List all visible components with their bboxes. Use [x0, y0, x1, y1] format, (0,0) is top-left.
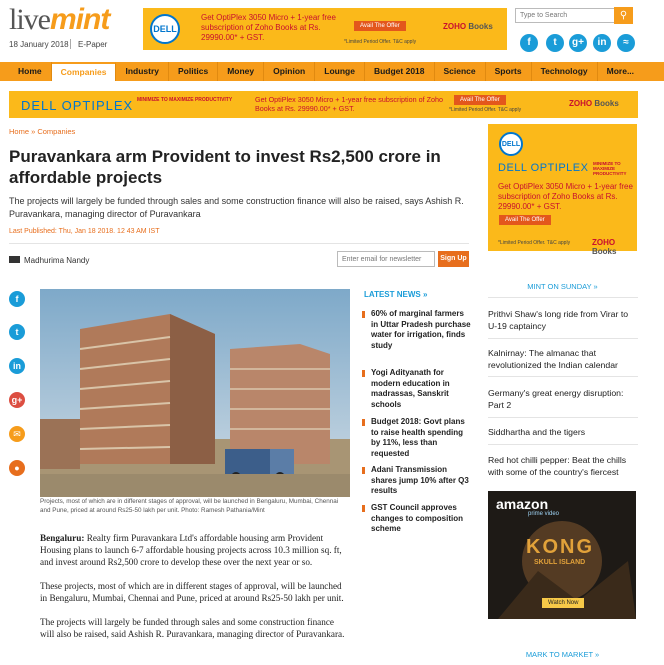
- article-photo: [40, 289, 350, 497]
- side-ad-fine: *Limited Period Offer. T&C apply: [498, 240, 571, 246]
- side-ad-brand: DELL OPTIPLEX: [498, 162, 589, 174]
- divider: [488, 444, 638, 445]
- newsletter-email-input[interactable]: Enter email for newsletter: [337, 251, 435, 267]
- rss-icon[interactable]: ≈: [617, 34, 635, 52]
- newsletter-signup-button[interactable]: Sign Up: [438, 251, 469, 267]
- top-banner-ad[interactable]: [143, 8, 507, 50]
- top-ad-fine: *Limited Period Offer. T&C apply: [344, 39, 417, 45]
- search-input[interactable]: Type to Search: [515, 8, 615, 23]
- nav-politics[interactable]: Politics: [169, 62, 218, 81]
- nav-opinion[interactable]: Opinion: [264, 62, 315, 81]
- side-ad-offer-button[interactable]: Avail The Offer: [499, 215, 551, 225]
- nav-industry[interactable]: Industry: [116, 62, 169, 81]
- mint-sunday-item[interactable]: Germany's great energy disruption: Part 2: [488, 388, 624, 410]
- bullet-bar: [362, 505, 365, 512]
- latest-news-heading[interactable]: LATEST NEWS »: [364, 290, 428, 299]
- article-summary: The projects will largely be funded through sales and some construction finance will also be raised, says Ashish R. Puravankara, managing director of Puravankara: [9, 196, 464, 219]
- share-googleplus-icon[interactable]: g+: [9, 392, 25, 408]
- header-divider: [70, 39, 71, 49]
- wide-ad-zoho-logo: ZOHO Books: [569, 99, 619, 108]
- article-body: [40, 532, 350, 652]
- amazon-logo: amazon: [496, 496, 549, 512]
- search-icon[interactable]: ⚲: [614, 7, 633, 24]
- wide-banner-ad[interactable]: [9, 91, 638, 118]
- latest-news-item[interactable]: Adani Transmission shares jump 10% after Q3 results: [362, 465, 472, 497]
- bullet-bar: [362, 311, 365, 318]
- construction-photo: [40, 289, 350, 497]
- photo-caption: Projects, most of which are in different stages of approval, will be launched in Bengaluru, Mumbai, Chennai and Pune, priced at around Rs25-50 lakh per unit. Photo: Ramesh Pathania/Mint: [40, 498, 339, 514]
- nav-companies[interactable]: Companies: [52, 62, 117, 81]
- divider: [488, 338, 638, 339]
- divider: [488, 376, 638, 377]
- top-ad-text: Get OptiPlex 3050 Micro + 1-year free subscription of Zoho Books at Rs. 29990.00* + GST.: [201, 13, 336, 42]
- published-timestamp: Last Published: Thu, Jan 18 2018. 12 43 AM IST: [9, 228, 160, 235]
- wide-ad-text: Get OptiPlex 3050 Micro + 1-year free subscription of Zoho Books at Rs. 29990.00* + GST.: [255, 95, 443, 113]
- googleplus-icon[interactable]: g+: [569, 34, 587, 52]
- divider: [488, 417, 638, 418]
- paragraph-1: Bengaluru: Realty firm Puravankara Ltd's affordable housing arm Provident Housing plans to launch 6-7 affordable housing projects across 10.3 million sq. ft, and invest around Rs2,500 crore to develop these over the next year or so.: [40, 533, 342, 567]
- side-ad-tagline: MINIMIZE TO MAXIMIZE PRODUCTIVITY: [593, 161, 627, 176]
- nav-sports[interactable]: Sports: [486, 62, 532, 81]
- nav-home[interactable]: Home: [0, 62, 52, 81]
- latest-news-item[interactable]: 60% of marginal farmers in Uttar Pradesh purchase water for irrigation, finds study: [362, 309, 472, 351]
- wide-ad-dell-brand: DELL OPTIPLEX: [21, 98, 134, 113]
- author-mail-icon: [9, 256, 20, 263]
- author-name[interactable]: Madhurima Nandy: [24, 256, 90, 265]
- dateline: Bengaluru:: [40, 533, 85, 543]
- divider: [9, 243, 469, 244]
- amazon-video-ad[interactable]: [488, 491, 636, 619]
- share-facebook-icon[interactable]: f: [9, 291, 25, 307]
- mint-sunday-item[interactable]: Siddhartha and the tigers: [488, 427, 586, 437]
- wide-ad-tagline: MINIMIZE TO MAXIMIZE PRODUCTIVITY: [137, 97, 233, 103]
- mint-sunday-item[interactable]: Red hot chilli pepper: Beat the chills with some of the country's fiercest: [488, 455, 627, 477]
- side-ad-dell-logo-icon: DELL: [499, 132, 523, 156]
- watch-now-button[interactable]: Watch Now: [542, 598, 584, 608]
- nav-more[interactable]: More...: [606, 66, 635, 76]
- side-banner-ad[interactable]: [488, 124, 637, 256]
- wide-ad-fine: *Limited Period Offer. T&C apply: [449, 107, 522, 113]
- linkedin-icon[interactable]: in: [593, 34, 611, 52]
- latest-news-item[interactable]: GST Council approves changes to composition scheme: [362, 503, 472, 535]
- mint-sunday-item[interactable]: Kalnirnay: The almanac that revolutionized the Indian calendar: [488, 348, 618, 370]
- paragraph-2: These projects, most of which are in different stages of approval, will be launched in Bengaluru, Mumbai, Chennai and Pune, priced at around Rs25-50 lakh per unit.: [40, 581, 344, 603]
- mint-sunday-item[interactable]: Prithvi Shaw's long ride from Virar to U-19 captaincy: [488, 309, 629, 331]
- top-ad-zoho-logo: ZOHO Books: [443, 22, 493, 31]
- bullet-bar: [362, 467, 365, 474]
- article-title: Puravankara arm Provident to invest Rs2,500 crore in affordable projects: [9, 147, 441, 187]
- epaper-link[interactable]: E-Paper: [78, 40, 108, 49]
- breadcrumb[interactable]: Home » Companies: [9, 127, 76, 136]
- paragraph-3: The projects will largely be funded through sales and some construction finance will also be raised, said Ashish R. Puravankara, managing director of Puravankara.: [40, 617, 345, 639]
- prime-video-label: prime video: [528, 511, 560, 517]
- divider: [488, 297, 638, 298]
- share-linkedin-icon[interactable]: in: [9, 358, 25, 374]
- share-email-icon[interactable]: ✉: [9, 426, 25, 442]
- skull-island-title: SKULL ISLAND: [534, 559, 586, 566]
- nav-technology[interactable]: Technology: [532, 62, 598, 81]
- dell-logo-icon: DELL: [150, 14, 180, 44]
- facebook-icon[interactable]: f: [520, 34, 538, 52]
- bullet-bar: [362, 419, 365, 426]
- mark-to-market-heading[interactable]: MARK TO MARKET »: [525, 650, 600, 659]
- latest-news-item[interactable]: Budget 2018: Govt plans to raise health spending by 11%, less than requested: [362, 417, 472, 459]
- nav-lounge[interactable]: Lounge: [315, 62, 365, 81]
- wide-ad-offer-button[interactable]: Avail The Offer: [454, 95, 506, 105]
- side-ad-zoho-logo: ZOHO Books: [592, 238, 617, 256]
- main-nav: [0, 62, 664, 81]
- header-date: 18 January 2018: [9, 40, 69, 49]
- mint-on-sunday-heading[interactable]: MINT ON SUNDAY »: [527, 282, 598, 291]
- side-ad-text: Get OptiPlex 3050 Micro + 1-year free subscription of Zoho Books at Rs. 29990.00* + GST.: [498, 182, 633, 211]
- nav-science[interactable]: Science: [435, 62, 486, 81]
- latest-news-item[interactable]: Yogi Adityanath for modern education in madrassas, Sanskrit schools: [362, 368, 472, 410]
- kong-title: KONG: [526, 536, 594, 558]
- bullet-bar: [362, 370, 365, 377]
- nav-money[interactable]: Money: [218, 62, 264, 81]
- share-comment-icon[interactable]: ●: [9, 460, 25, 476]
- livemint-logo[interactable]: livemint: [9, 3, 110, 36]
- nav-budget-2018[interactable]: Budget 2018: [365, 62, 435, 81]
- share-twitter-icon[interactable]: t: [9, 324, 25, 340]
- top-ad-offer-button[interactable]: Avail The Offer: [354, 21, 406, 31]
- twitter-icon[interactable]: t: [546, 34, 564, 52]
